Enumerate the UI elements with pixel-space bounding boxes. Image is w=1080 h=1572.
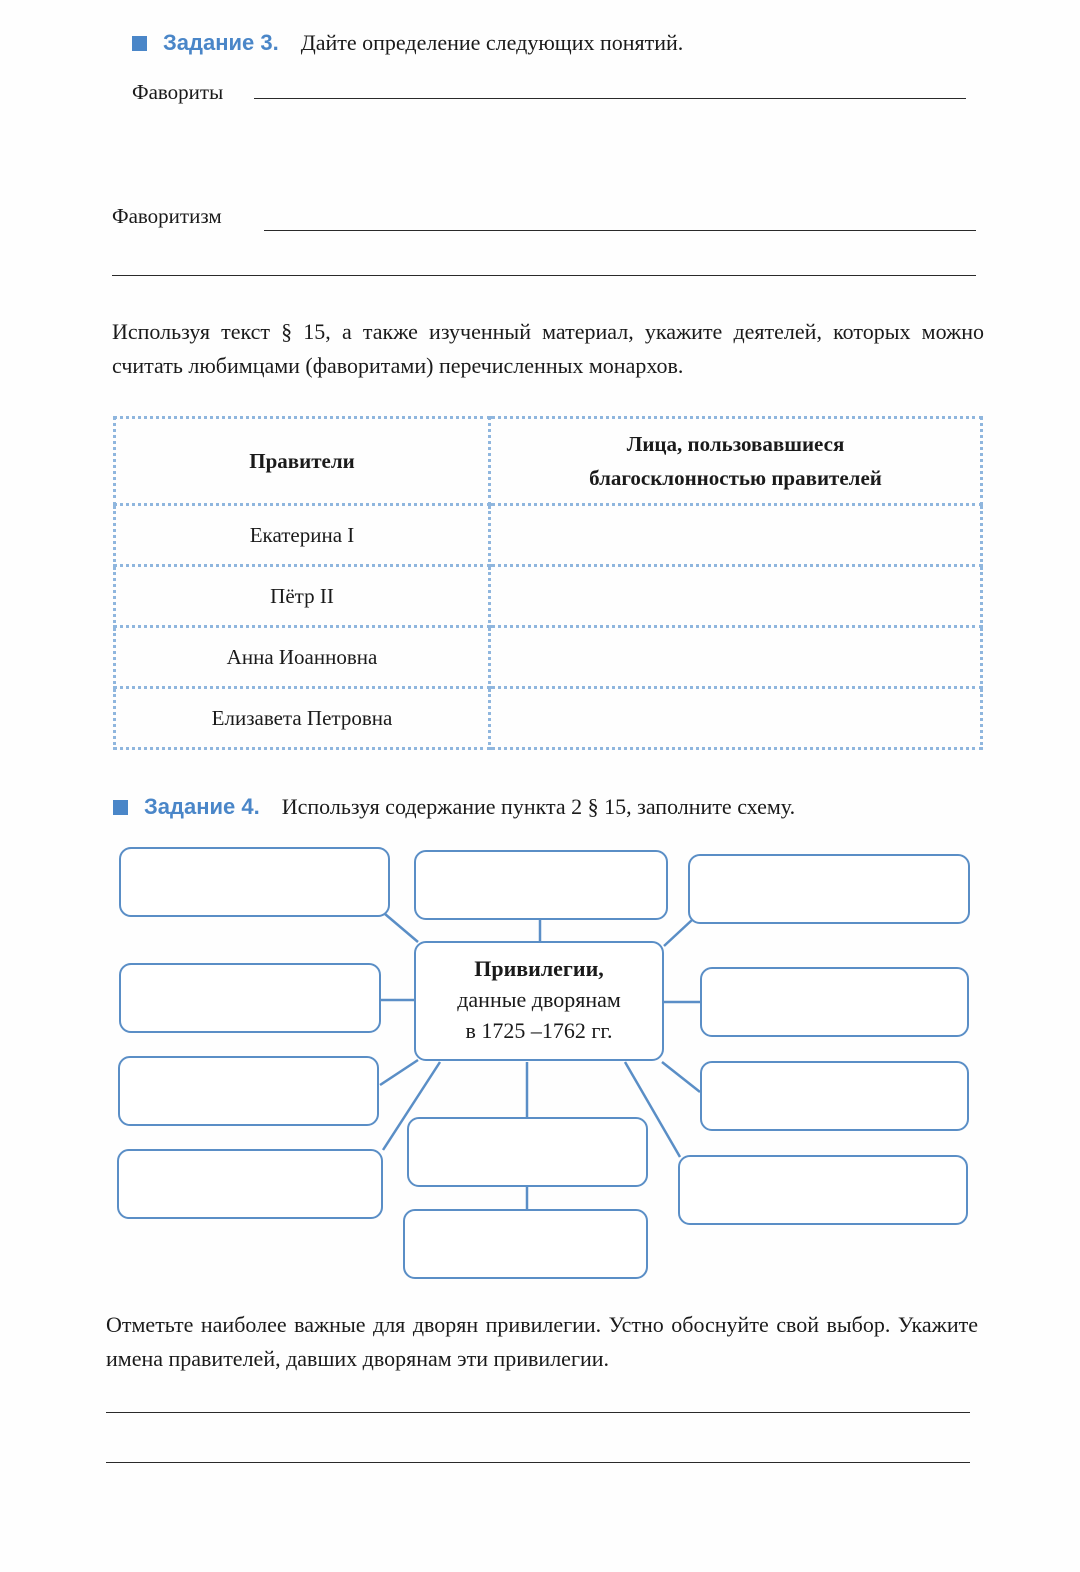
- diagram-answer-box[interactable]: [700, 1061, 969, 1131]
- term-favorites-label: Фавориты: [132, 80, 224, 104]
- diagram-center-box: [414, 941, 664, 1061]
- task4-label: Задание 4.: [144, 794, 260, 819]
- diagram-answer-box[interactable]: [407, 1117, 648, 1187]
- diagram-answer-box[interactable]: [700, 967, 969, 1037]
- connector-line: [664, 920, 692, 946]
- center-title: Привилегии,: [474, 956, 604, 981]
- center-line-3: в 1725 –1762 гг.: [465, 1018, 613, 1043]
- table-instruction: Используя текст § 15, а также изученный материал, укажите деятелей, которых можно считать любимцами (фаворитами) перечисленных монархов.: [112, 319, 984, 378]
- task4-instruction: Используя содержание пункта 2 § 15, заполните схему.: [281, 794, 796, 819]
- answer-line-1[interactable]: [106, 1412, 970, 1413]
- ruler-cell: Анна Иоанновна: [115, 627, 490, 688]
- connector-line: [380, 1060, 418, 1085]
- header-favorites: Лица, пользовавшиеся благосклонностью правителей: [490, 418, 982, 505]
- ruler-cell: Елизавета Петровна: [115, 688, 490, 749]
- header-rulers: Правители: [115, 418, 490, 505]
- diagram-answer-box[interactable]: [117, 1149, 383, 1219]
- diagram-answer-box[interactable]: [678, 1155, 968, 1225]
- term-favoritism-label: Фаворитизм: [112, 204, 222, 228]
- task3-instruction: Дайте определение следующих понятий.: [300, 30, 684, 55]
- task3-label: Задание 3.: [163, 30, 279, 55]
- diagram-answer-box[interactable]: [118, 1056, 379, 1126]
- diagram-answer-box[interactable]: [119, 847, 390, 917]
- connector-line: [385, 914, 418, 942]
- center-line-2: данные дворянам: [457, 987, 621, 1012]
- diagram-answer-box[interactable]: [403, 1209, 648, 1279]
- final-instruction: Отметьте наиболее важные для дворян привилегии. Устно обоснуйте свой выбор. Укажите имена правителей, давших дворянам эти привилегии.: [106, 1312, 978, 1371]
- ruler-cell: Пётр II: [115, 566, 490, 627]
- answer-line-2[interactable]: [106, 1462, 970, 1463]
- diagram-answer-box[interactable]: [688, 854, 970, 924]
- connector-line: [662, 1062, 700, 1092]
- ruler-cell: Екатерина I: [115, 505, 490, 566]
- diagram-answer-box[interactable]: [119, 963, 381, 1033]
- diagram-answer-box[interactable]: [414, 850, 668, 920]
